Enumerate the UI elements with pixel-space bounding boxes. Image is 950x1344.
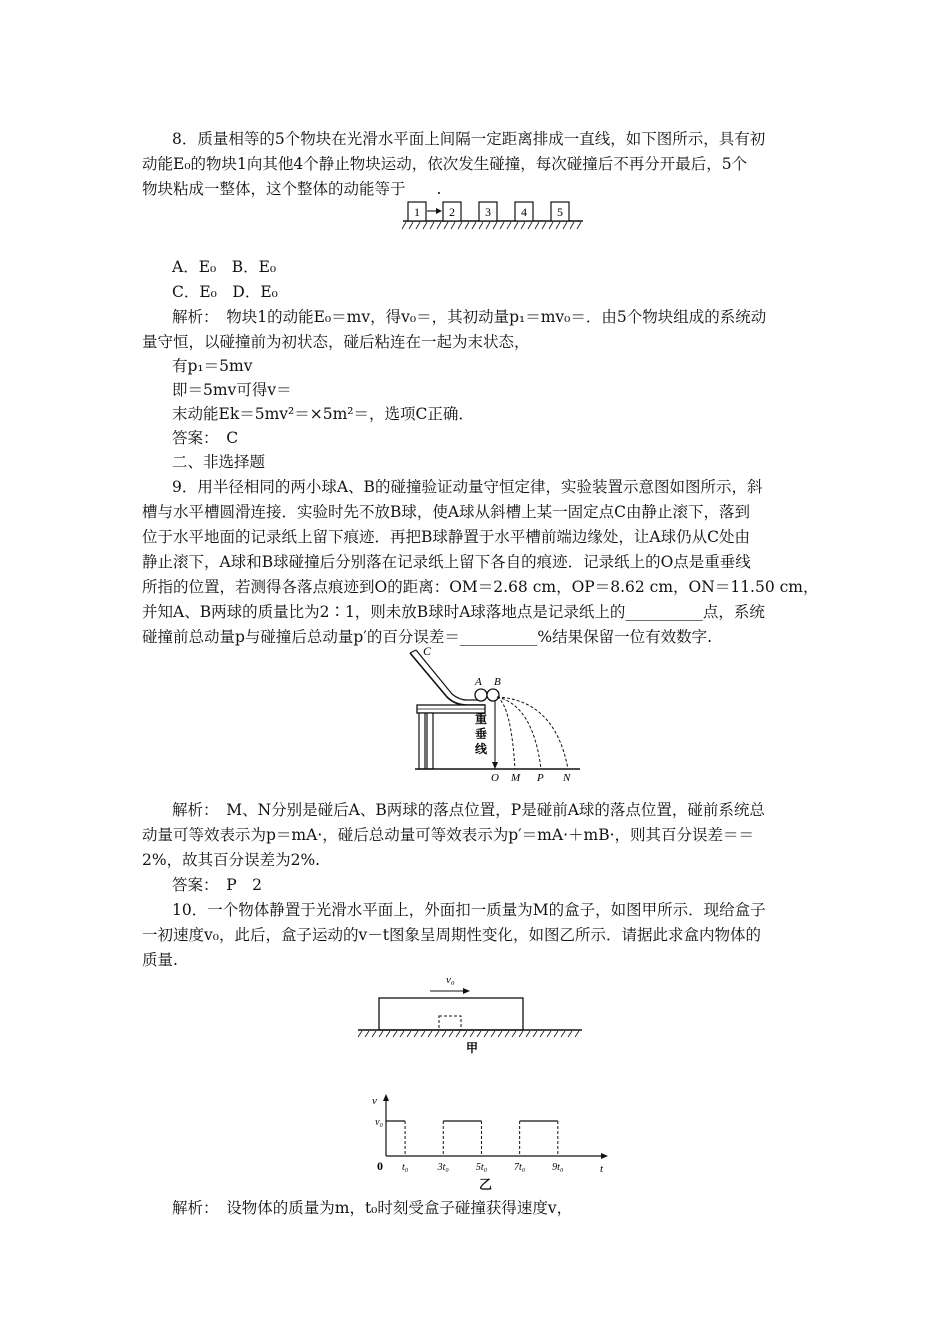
q8-analysis-2: 量守恒，以碰撞前为初状态，碰后粘连在一起为末状态， — [142, 333, 530, 351]
ball-a — [475, 689, 487, 701]
origin-label: 0 — [377, 1159, 383, 1173]
section-title: 二、非选择题 — [172, 453, 266, 471]
q9-line-4: 静止滚下，A球和B球碰撞后分别落在记录纸上留下各自的痕迹．记录纸上的O点是重垂线 — [142, 553, 751, 571]
q8-line-3: 物块粘成一整体，这个整体的动能等于 . — [142, 180, 442, 198]
ball-b — [487, 689, 499, 701]
q8-line-1: 8．质量相等的5个物块在光滑水平面上间隔一定距离排成一直线，如下图所示，具有初 — [172, 130, 766, 148]
ball-a-label: A — [475, 676, 482, 688]
x-tick-label: 7t₀ — [514, 1162, 526, 1173]
q9-line-7: 碰撞前总动量p与碰撞后总动量p′的百分误差＝__________%结果保留一位有效数字. — [142, 628, 713, 646]
q8-options-cd: C．E₀ D．E₀ — [172, 283, 278, 301]
q9-line-2: 槽与水平槽圆滑连接．实验时先不放B球，使A球从斜槽上某一固定点C由静止滚下，落到 — [142, 503, 750, 521]
q9-line-6: 并知A、B两球的质量比为2∶1，则未放B球时A球落地点是记录纸上的__________点，系统 — [142, 603, 765, 621]
q8-analysis-5: 末动能Ek＝5mv²＝×5m²＝，选项C正确． — [172, 405, 474, 423]
x-tick-label: 9t₀ — [552, 1162, 564, 1173]
point-m-label: M — [511, 772, 521, 783]
plumb-label-3: 线 — [475, 742, 488, 756]
q9-analysis-2: 动量可等效表示为p＝mA·，碰后总动量可等效表示为p′＝mA·＋mB·，则其百分误差＝＝ — [142, 826, 755, 844]
q8-analysis-1: 解析： 物块1的动能E₀＝mv，得v₀＝，其初动量p₁＝mv₀＝．由5个物块组成的系统动 — [172, 308, 767, 326]
q8-options-ab: A．E₀ B．E₀ — [172, 258, 277, 276]
q9-analysis-3: 2%，故其百分误差为2%. — [142, 851, 321, 869]
box-figure-jia — [352, 970, 588, 1056]
q8-answer: 答案： C — [172, 429, 239, 447]
plumb-label-1: 重 — [475, 712, 488, 726]
q8-analysis-4: 即＝5mv可得v＝ — [172, 381, 292, 399]
caption-yi: 乙 — [479, 1178, 493, 1193]
x-axis-arrow-icon — [601, 1153, 608, 1159]
q9-analysis-1: 解析： M、N分别是碰后A、B两球的落点位置，P是碰前A球的落点位置，碰前系统总 — [172, 801, 765, 819]
q9-line-5: 所指的位置，若测得各落点痕迹到O的距离：OM＝2.68 cm，OP＝8.62 cm，ON＝11.50 cm， — [142, 578, 819, 596]
vt-chart — [362, 1092, 622, 1176]
q9-answer: 答案： P 2 — [172, 876, 263, 894]
x-axis-label: t — [600, 1163, 604, 1175]
box — [379, 998, 523, 1030]
block-label-3: 3 — [485, 205, 491, 219]
y-axis-label: v — [372, 1095, 377, 1107]
q10-analysis: 解析： 设物体的质量为m，t₀时刻受盒子碰撞获得速度v， — [172, 1199, 573, 1217]
q10-line-1: 10．一个物体静置于光滑水平面上，外面扣一质量为M的盒子，如图甲所示．现给盒子 — [172, 901, 766, 919]
point-o-label: O — [491, 772, 499, 783]
block-label-2: 2 — [449, 205, 455, 219]
caption-jia: 甲 — [465, 1041, 479, 1055]
block-label-1: 1 — [414, 205, 420, 219]
collision-apparatus-figure — [405, 645, 590, 783]
q9-line-3: 位于水平地面的记录纸上留下痕迹．再把B球静置于水平槽前端边缘处，让A球仍从C处由 — [142, 528, 750, 546]
point-c-label: C — [423, 645, 432, 658]
ball-b-label: B — [494, 676, 501, 688]
q10-line-3: 质量. — [142, 951, 178, 969]
q8-analysis-3: 有p₁＝5mv — [172, 357, 253, 375]
point-p-label: P — [537, 772, 544, 783]
x-tick-label: t₀ — [401, 1162, 409, 1173]
box-velocity-label: v₀ — [446, 974, 455, 986]
q8-line-2: 动能E₀的物块1向其他4个静止物块运动，依次发生碰撞，每次碰撞后不再分开最后，5个 — [142, 155, 748, 173]
y-axis-arrow-icon — [383, 1094, 389, 1101]
x-tick-label: 5t₀ — [475, 1162, 488, 1173]
point-n-label: N — [563, 772, 571, 783]
x-tick-label: 3t₀ — [437, 1162, 449, 1173]
plumb-label-2: 垂 — [475, 727, 488, 741]
block-label-5: 5 — [557, 205, 563, 219]
q9-line-1: 9．用半径相同的两小球A、B的碰撞验证动量守恒定律，实验装置示意图如图所示，斜 — [172, 478, 763, 496]
q10-line-2: 一初速度v₀，此后，盒子运动的v－t图象呈周期性变化，如图乙所示．请据此求盒内物体的 — [142, 926, 761, 944]
five-blocks-figure — [398, 198, 588, 234]
block-label-4: 4 — [521, 205, 527, 219]
y-tick-label: v₀ — [375, 1117, 383, 1128]
